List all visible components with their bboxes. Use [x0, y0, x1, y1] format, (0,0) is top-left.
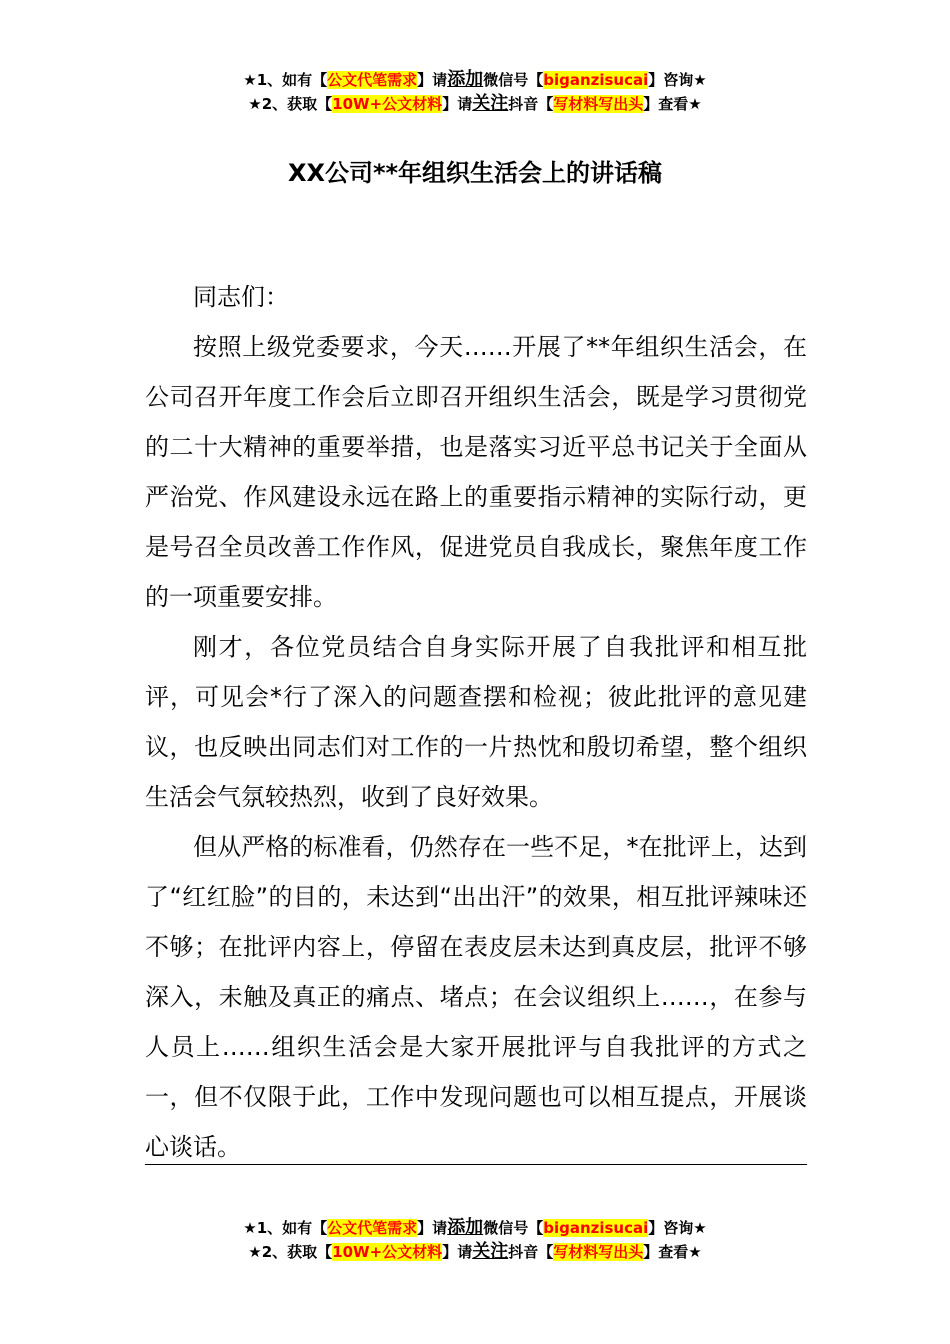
banner-text: 】咨询★: [648, 71, 707, 89]
banner-line-1: [0, 1216, 950, 1240]
banner-text: 】请: [417, 1219, 448, 1237]
banner-emphasis: 添加: [447, 69, 484, 90]
header-banner: [0, 68, 950, 116]
banner-text: 】咨询★: [648, 1219, 707, 1237]
douyin-account: 写材料写出头: [553, 95, 644, 113]
banner-text: 】请: [442, 95, 473, 113]
salutation: 同志们：: [193, 283, 289, 311]
banner-emphasis: 添加: [447, 1217, 484, 1238]
footer-divider: [145, 1164, 807, 1165]
banner-line-2: [0, 92, 950, 116]
banner-text: 微信号【: [483, 1219, 544, 1237]
wechat-id: biganzisucai: [543, 1219, 649, 1237]
paragraph: 但从严格的标准看，仍然存在一些不足，*在批评上，达到了“红红脸”的目的，未达到“出出汗”的效果，相互批评辣味还不够；在批评内容上，停留在表皮层未达到真皮层，批评不够深入，未触及真正的痛点、堵点；在会议组织上……，在参与人员上……组织生活会是大家开展批评与自我批评的方式之一，但不仅限于此，工作中发现问题也可以相互提点，开展谈心谈话。: [145, 833, 807, 1161]
banner-line-1: [0, 68, 950, 92]
banner-highlight: 公文代笔需求: [327, 1219, 418, 1237]
paragraph: 按照上级党委要求，今天……开展了**年组织生活会，在公司召开年度工作会后立即召开组织生活会，既是学习贯彻党的二十大精神的重要举措，也是落实习近平总书记关于全面从严治党、作风建设永远在路上的重要指示精神的实际行动，更是号召全员改善工作作风，促进党员自我成长，聚焦年度工作的一项重要安排。: [145, 333, 807, 611]
banner-highlight: 公文代笔需求: [327, 71, 418, 89]
douyin-account: 写材料写出头: [553, 1243, 644, 1261]
banner-text: 】查看★: [643, 1243, 702, 1261]
wechat-id: biganzisucai: [543, 71, 649, 89]
banner-highlight: 10W+公文材料: [332, 95, 443, 113]
banner-text: 】请: [417, 71, 448, 89]
footer-banner: [0, 1216, 950, 1264]
banner-line-2: [0, 1240, 950, 1264]
document-title: XX公司**年组织生活会上的讲话稿: [287, 159, 663, 187]
banner-text: ★1、如有【: [243, 71, 328, 89]
banner-text: 抖音【: [508, 1243, 554, 1261]
banner-emphasis: 关注: [472, 1241, 509, 1262]
banner-text: 微信号【: [483, 71, 544, 89]
banner-highlight: 10W+公文材料: [332, 1243, 443, 1261]
banner-emphasis: 关注: [472, 93, 509, 114]
banner-text: 抖音【: [508, 95, 554, 113]
banner-text: 】请: [442, 1243, 473, 1261]
speech-body: [145, 272, 807, 1172]
paragraph: 刚才，各位党员结合自身实际开展了自我批评和相互批评，可见会*行了深入的问题查摆和检视；彼此批评的意见建议，也反映出同志们对工作的一片热忱和殷切希望，整个组织生活会气氛较热烈，收到了良好效果。: [145, 633, 807, 811]
banner-text: ★2、获取【: [248, 1243, 333, 1261]
banner-text: 】查看★: [643, 95, 702, 113]
banner-text: ★2、获取【: [248, 95, 333, 113]
banner-text: ★1、如有【: [243, 1219, 328, 1237]
